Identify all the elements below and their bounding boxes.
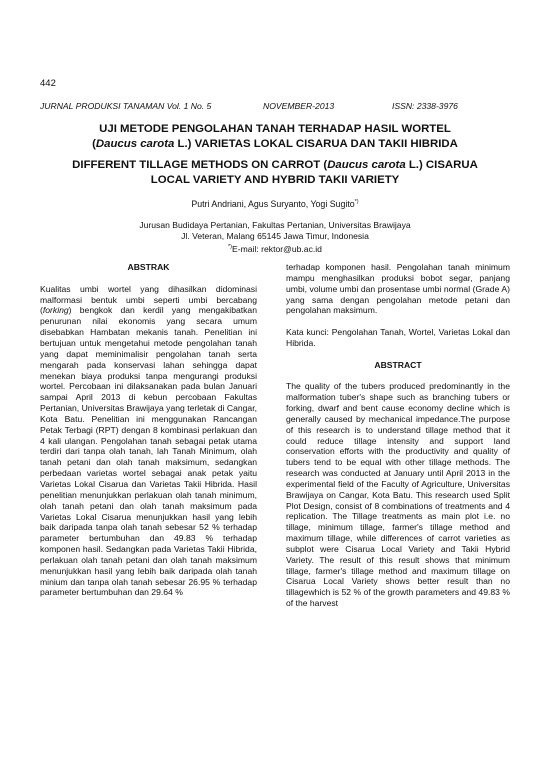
title-id-line2: [0, 137, 550, 152]
title-id-open: (: [92, 138, 96, 150]
author-list: [0, 199, 550, 209]
abstract-heading: ABSTRACT: [374, 359, 422, 370]
right-column: [286, 262, 510, 609]
abstrak-part2: ) bengkok dan kerdil yang mengakibatkan penurunan nilai ekonomis yang secara umum disebabkan Hambatan mekanis tanah. Penelitian ini bertujuan untuk mengetahui metode pengolahan tanah yang dapat meminimalisir pengolahan tanah serta mengarah pada konservasi lahan sehingga dapat menekan biaya produksi tanpa mengurangi produksi wortel. Percobaan ini dilaksanakan pada bulan Januari sampai April 2013 di kebun percobaan Fakultas Pertanian, Universitas Brawijaya yang terletak di Cangar, Kota Batu. Penelitian ini menggunakan Rancangan Petak Terbagi (RPT) dengan 8 kombinasi perlakuan dan 4 kali ulangan. Pengolahan tanah sebagai petak utama terdiri dari tanpa olah tanah, lah Tanah Minimum, olah tanah petani dan olah tanah maksimum, sedangkan perbedaan varietas wortel sebagai anak petak yaitu Varietas Lokal Cisarua dan Varietas Takii Hibrida. Hasil penelitian menunjukkan perlakuan olah tanah minimum, olah tanah petani dan olah tanah maksimum pada Varietas Lokal Cisarua menunjukkan hasil yang lebih baik daripada tanpa olah tanah sebesar 52 % terhadap parameter bertumbuhan dan 49.83 % terhadap komponen hasil. Sedangkan pada Varietas Takii Hibrida, perlakuan olah tanah petani dan olah tanah maksimum menunjukkan hasil yang lebih baik daripada olah tanah minium dan tanpa olah tanah sebesar 26.95 % terhadap parameter bertumbuhan dan 29.64 %: [40, 305, 257, 598]
journal-date: NOVEMBER-2013: [263, 101, 335, 111]
journal-name: JURNAL PRODUKSI TANAMAN Vol. 1 No. 5: [40, 101, 212, 111]
abstrak-heading: ABSTRAK: [127, 262, 170, 272]
author-names: Putri Andriani, Agus Suryanto, Yogi Sugito: [191, 199, 355, 209]
page-number: 442: [40, 78, 56, 89]
spacer: [286, 316, 510, 327]
title-indonesian: [0, 122, 550, 152]
title-en-pre: DIFFERENT TILLAGE METHODS ON CARROT (: [72, 159, 328, 171]
title-id-rest: L.) VARIETAS LOKAL CISARUA DAN TAKII HIBRIDA: [174, 138, 458, 150]
keywords: Kata kunci: Pengolahan Tanah, Wortel, Varietas Lokal dan Hibrida.: [286, 327, 510, 348]
spacer: [286, 371, 510, 382]
title-en-line1: [0, 158, 550, 173]
abstrak-body: [40, 284, 257, 598]
journal-issn: ISSN: 2338-3976: [392, 101, 458, 111]
title-id-species: Daucus carota: [95, 138, 175, 150]
email-mark: *): [228, 243, 233, 250]
journal-header: [40, 101, 510, 113]
spacer: [286, 349, 510, 360]
abstrak-continuation: terhadap komponen hasil. Pengolahan tanah minimum mampu menghasilkan produksi bobot segar, panjang umbi, volume umbi dan prosentase umbi normal (Grade A) yang sama dengan pengolahan metode petani dan pengolahan maksimum.: [286, 262, 510, 316]
title-en-post: L.) CISARUA: [405, 159, 478, 171]
left-column: [40, 262, 257, 598]
email-text: E-mail: rektor@ub.ac.id: [232, 243, 322, 254]
title-english: [0, 158, 550, 188]
abstrak-italic: forking: [42, 305, 69, 316]
title-en-species: Daucus carota: [327, 159, 406, 171]
title-en-line2: LOCAL VARIETY AND HYBRID TAKII VARIETY: [150, 174, 400, 186]
title-id-line1: UJI METODE PENGOLAHAN TANAH TERHADAP HASIL WORTEL: [99, 123, 451, 135]
spacer: [40, 273, 257, 284]
affiliation-line2: Jl. Veteran, Malang 65145 Jawa Timur, Indonesia: [181, 230, 369, 241]
affiliation: [0, 220, 550, 254]
author-mark: *): [354, 199, 359, 206]
affiliation-email: [0, 242, 550, 255]
affiliation-line1: Jurusan Budidaya Pertanian, Fakultas Pertanian, Universitas Brawijaya: [139, 220, 411, 230]
abstract-body: The quality of the tubers produced predominantly in the malformation tuber's shape such as branching tubers or forking, dwarf and bent cause economy decline which is generally caused by mechanical impedance.The purpose of this research is to understand tillage method that it could reduce tillage intensity and support land conservation efforts with the productivity and quality of tubers tend to be equal with other tillage methods. The research was conducted at January until April 2013 in the experimental field of the Faculty of Agriculture, Universitas Brawijaya on Cangar, Kota Batu. This research used Split Plot Design, consist of 8 combinations of treatments and 4 replication. The Tillage treatments as main plot i.e. no tillage, minimum tillage, farmer's tillage method and maximum tillage, while differences of carrot varieties as subplot were Cisarua Local Variety and Takii Hybrid Variety. The result of this result shows that minimum tillage, farmer's tillage method and maximum tillage on Cisarua Local Variety shows better result than no tillagewhich is 52 % of the growth parameters and 49.83 % of the harvest: [286, 381, 510, 609]
abstrak-part1: Kualitas umbi wortel yang dihasilkan didominasi malformasi bentuk umbi seperti umbi bercabang (: [40, 283, 257, 316]
